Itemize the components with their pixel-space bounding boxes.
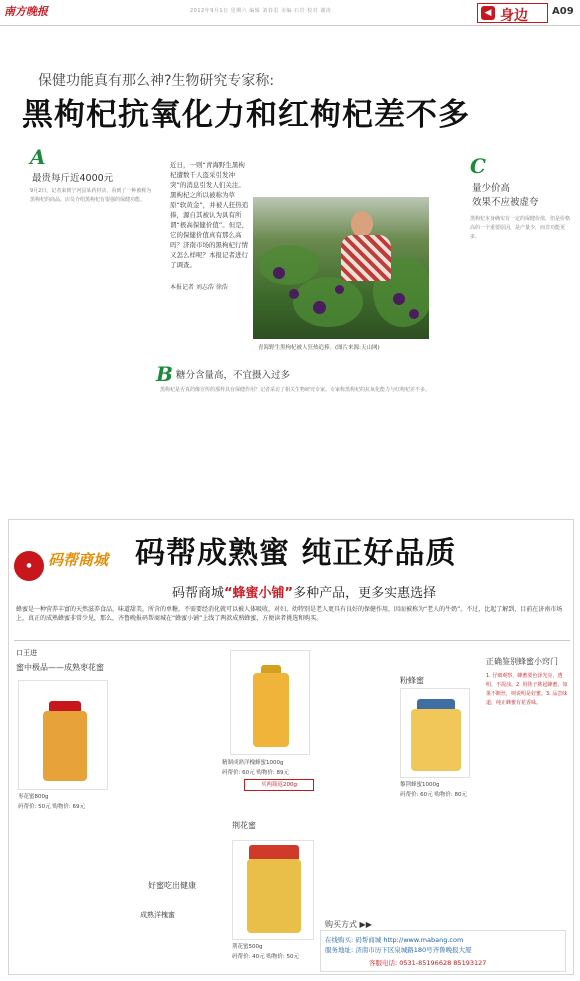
byline: 本报记者 刘志浩 徐浩 (170, 284, 228, 291)
ad-col4-heading: 粉蜂蜜 (400, 676, 424, 685)
ad-col2-heading: 好蜜吃出健康 (148, 881, 196, 890)
section-b-letter: B (156, 362, 173, 386)
purchase-box (320, 920, 566, 972)
ad-intro: 蜂蜜是一种营养丰富的天然滋养食品，味道甜美，所含的单糖，不需要经消化就可以被人体吸收，对妇、幼特别是老人更具有良好的保健作用，因而被称为“老人的牛奶”。不过，比起了解到，目前在济南市场上，真正的成熟蜂蜜非常少见，那么，齐鲁晚报码帮商城在“蜂蜜小铺”上线了两款成熟蜂蜜，方便读者挑选和购买。 (16, 606, 563, 622)
newspaper-logo: 南方晚报 (4, 5, 48, 18)
page-number: A09 (552, 6, 574, 17)
news-photo (253, 197, 429, 339)
purchase-line-2: 服务地址: 济南市历下区泉城路180号齐鲁晚报大厦 (325, 946, 472, 954)
section-c-text: 黑枸杞本身确实有一定的保健价值，但是价格高的一个重要原因，是产量少，而非功能更多。 (470, 216, 570, 240)
product-image-2 (230, 650, 310, 755)
section-label (477, 3, 548, 23)
section-a-letter: A (30, 145, 46, 169)
product-image-3 (232, 840, 314, 940)
brand-logo-icon: ● (14, 551, 44, 581)
section-c-subtitle: 效果不应被虚夸 (472, 197, 539, 208)
brand-name: 码帮商城 (48, 551, 109, 569)
product-caption-4: 黎荆蜂蜜1000g (400, 782, 440, 788)
ad-title: 码帮成熟蜜 纯正好品质 (135, 536, 457, 571)
product-price-3: 码帮价: 40元 购物价: 50元 (232, 954, 299, 960)
product-image-4 (400, 688, 470, 778)
sidebar-tips: 1. 仔细观察，蜂蜜要色泽光亮，透明，不混浊。2. 用筷子挑起蜂蜜，如果不断丝，则说明是好蜜。3. 品尝味道，纯正蜂蜜有花香味。 (486, 673, 568, 706)
story-headline: 黑枸杞抗氧化力和红枸杞差不多 (22, 97, 470, 133)
sidebar-heading: 正确鉴别蜂蜜小窍门 (486, 657, 558, 666)
product-caption-1: 枣花蜜800g (18, 794, 49, 800)
section-b-title: 糖分含量高，不宜摄入过多 (176, 370, 291, 381)
issue-info: 2012年9月1日 星期六 编辑 刘春雷 美编 石岩 校对 谢涛 (190, 8, 332, 14)
ad-col1-heading: 蜜中极品——成熟枣花蜜 (16, 663, 104, 672)
story-subheadline: 保健功能真有那么神?生物研究专家称: (38, 73, 275, 89)
product-price-1: 码帮价: 50元 购物价: 69元 (18, 804, 85, 810)
section-title: 身边 (500, 8, 528, 24)
ad-col3-heading: 荆花蜜 (232, 821, 256, 830)
product-caption-3: 荆花蜜500g (232, 944, 263, 950)
section-a-title: 最贵每斤近4000元 (32, 173, 114, 184)
product-image-1 (18, 680, 108, 790)
ad-col2-subheading: 成熟洋槐蜜 (140, 911, 175, 919)
ad-author: 口王进 (16, 649, 37, 657)
hotline: 客服电话: 0531-85196628 85193127 (369, 959, 487, 967)
product-price-4: 码帮价: 60元 购物价: 80元 (400, 792, 467, 798)
promo-badge: 买两瓶返200g (244, 779, 314, 791)
purchase-line-1: 在线购买: 码帮商城 http://www.mabang.com (325, 936, 464, 944)
section-c-title: 量少价高 (472, 183, 511, 194)
product-caption-2: 精制成熟洋槐蜂蜜1000g (222, 760, 284, 766)
brand-badge (14, 535, 126, 585)
product-price-2: 码帮价: 60元 购物价: 89元 (222, 770, 289, 776)
lead-paragraph: 近日，一则“青海野生黑枸杞遭数千人盗采引发冲突”的消息引发人们关注。黑枸杞之所以被称为草原“软黄金”，并被人狂热追捧，源自其被认为具有所谓“极高保健价值”。但是，它的保健价值真有那么高吗？济南市场的黑枸杞行情又怎么样呢？本报记者进行了调查。 (170, 161, 249, 269)
photo-caption: 青海野生黑枸杞被人狂热追捧。(图片来源:天山网) (258, 345, 380, 351)
section-c-letter: C (470, 154, 486, 178)
divider (14, 640, 570, 641)
section-b-text: 黑枸杞是否真的像宣传的那样具有保健作用？记者采访了相关生物研究专家。专家称黑枸杞的抗氧化能力与红枸杞差不多。 (160, 387, 431, 393)
section-a-text: 9月2日，记者来到宁河县某药材店，看到了一种被称为黑枸杞的商品，店员介绍黑枸杞有很强的保健功能。 (30, 188, 152, 203)
masthead (0, 0, 580, 26)
section-arrow-icon: ◀ (481, 6, 495, 20)
purchase-heading: 购买方式 ▶▶ (325, 920, 372, 929)
ad-subtitle: 码帮商城“蜂蜜小铺”多种产品，更多实惠选择 (172, 586, 437, 601)
